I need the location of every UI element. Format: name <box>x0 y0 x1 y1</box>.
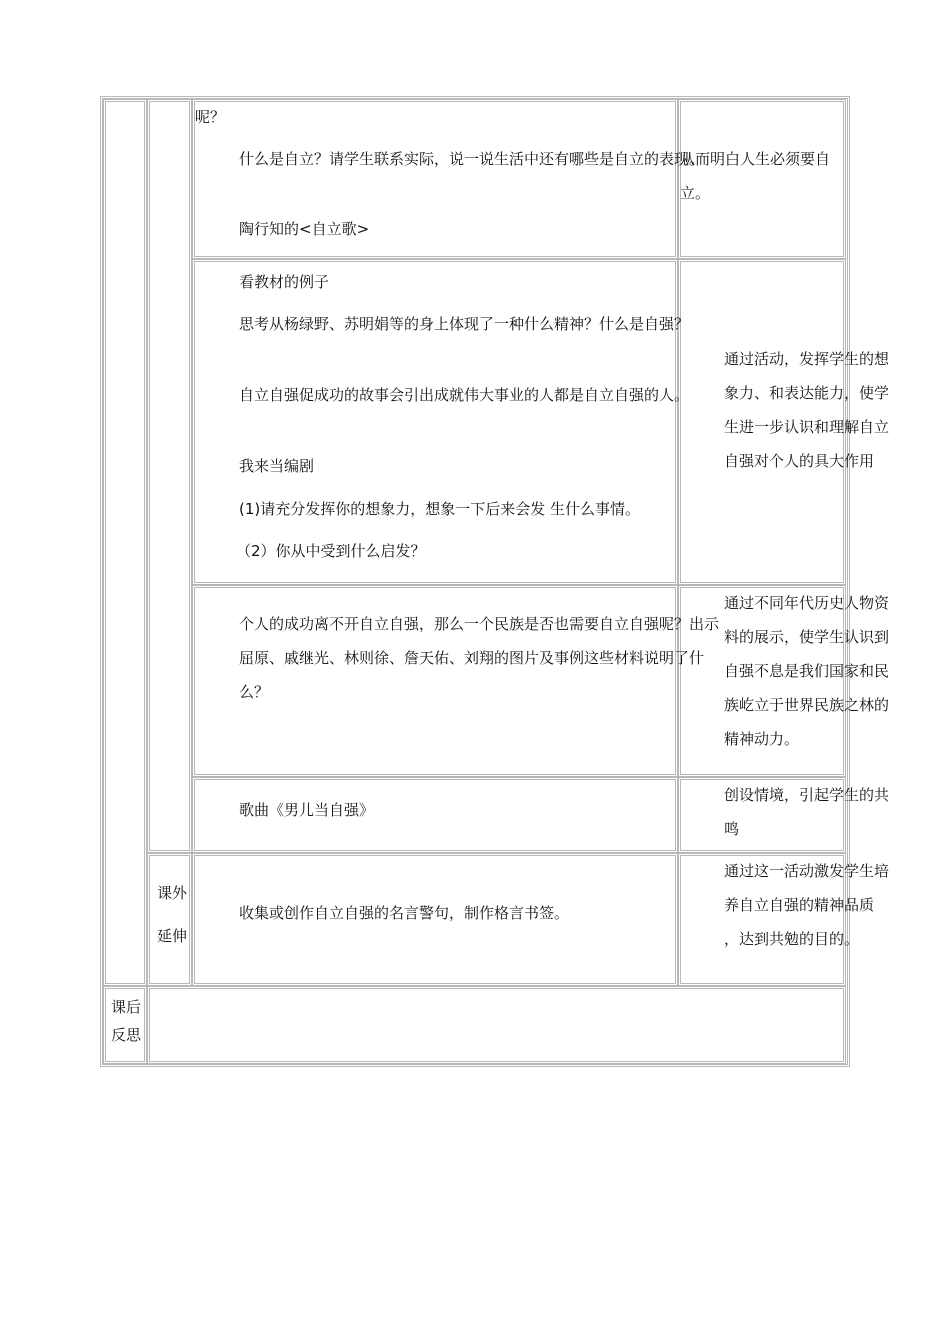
activity-column <box>147 99 192 853</box>
intent-3: 通过不同年代历史人物资料的展示，使学生认识到自强不息是我们国家和民族屹立于世界民族之林的精神动力。 <box>724 594 890 748</box>
content-2-line-1: 思考从杨绿野、苏明娟等的身上体现了一种什么精神？什么是自强？ <box>239 315 690 333</box>
intent-1: 从而明白人生必须要自立。 <box>680 150 831 202</box>
extension-label-2: 延伸 <box>157 927 188 945</box>
extension-label-1: 课外 <box>157 884 188 902</box>
content-2-line-5: （2）你从中受到什么启发？ <box>236 542 426 560</box>
content-1-line-2: 陶行知的<自立歌> <box>239 220 370 238</box>
section-column <box>103 99 147 986</box>
intent-4: 创设情境，引起学生的共鸣 <box>724 786 890 838</box>
content-2-line-3: 我来当编剧 <box>239 457 315 475</box>
extension-intent: 通过这一活动激发学生培养自立自强的精神品质 ，达到共勉的目的。 <box>724 862 890 948</box>
content-1-line-0: 呢？ <box>195 108 226 126</box>
content-3: 个人的成功离不开自立自强，那么一个民族是否也需要自立自强呢？出示屈原、戚继光、林则徐、詹天佑、刘翔的图片及事例这些材料说明了什么？ <box>239 615 720 701</box>
content-2-line-4: (1)请充分发挥你的想象力，想象一下后来会发 生什么事情。 <box>239 500 641 518</box>
intent-2: 通过活动，发挥学生的想象力、和表达能力，使学生进一步认识和理解自立自强对个人的具大作用 <box>724 350 890 470</box>
reflection-label-1: 课后 <box>111 998 142 1016</box>
reflection-content-cell <box>147 986 846 1064</box>
reflection-label-2: 反思 <box>111 1026 142 1044</box>
content-1-line-1: 什么是自立？请学生联系实际，说一说生活中还有哪些是自立的表现。 <box>239 150 705 168</box>
extension-content: 收集或创作自立自强的名言警句，制作格言书签。 <box>239 904 570 922</box>
content-2-line-0: 看教材的例子 <box>239 273 330 291</box>
content-2-line-2: 自立自强促成功的故事会引出成就伟大事业的人都是自立自强的人。 <box>239 386 690 404</box>
content-4: 歌曲《男儿当自强》 <box>239 801 375 819</box>
